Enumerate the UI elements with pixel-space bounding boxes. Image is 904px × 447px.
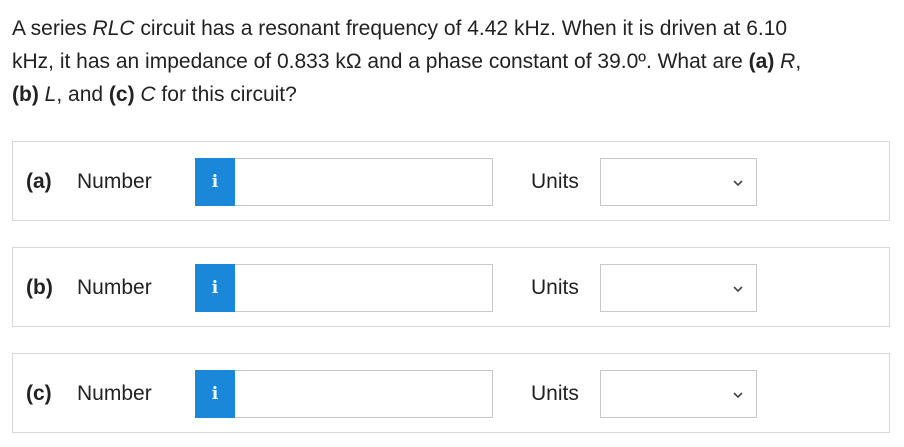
question-var-l: L: [44, 83, 57, 106]
answer-row-c: [12, 353, 890, 433]
part-label-a: (a): [26, 170, 52, 193]
units-select-b[interactable]: [600, 264, 757, 312]
question-line2-pre: kHz, it has an impedance of 0.833 kΩ and a phase constant of 39.0º. What are: [12, 50, 749, 73]
question-line3-post: for this circuit?: [155, 83, 297, 106]
question-line1-post: circuit has a resonant frequency of 4.42 kHz. When it is driven at 6.10: [134, 17, 788, 40]
number-input-a[interactable]: [235, 158, 493, 206]
info-icon[interactable]: i: [195, 158, 235, 206]
number-input-b[interactable]: [235, 264, 493, 312]
units-label-b: Units: [531, 276, 579, 299]
info-icon[interactable]: i: [195, 370, 235, 418]
question-text: [12, 12, 892, 111]
answer-row-a: [12, 141, 890, 221]
chevron-down-icon: [732, 283, 744, 295]
question-line2-end: ,: [795, 50, 802, 73]
question-var-c: C: [140, 83, 156, 106]
question-part-c-ref: (c): [108, 83, 135, 106]
units-label-a: Units: [531, 170, 579, 193]
part-label-c: (c): [26, 382, 52, 405]
question-rlc: RLC: [92, 17, 135, 40]
number-label-a: Number: [77, 170, 152, 193]
units-select-a[interactable]: [600, 158, 757, 206]
chevron-down-icon: [732, 177, 744, 189]
number-label-b: Number: [77, 276, 152, 299]
units-label-c: Units: [531, 382, 579, 405]
question-part-a-ref: (a): [748, 50, 775, 73]
number-input-c[interactable]: [235, 370, 493, 418]
number-label-c: Number: [77, 382, 152, 405]
question-line3-and: , and: [56, 83, 109, 106]
chevron-down-icon: [732, 389, 744, 401]
info-icon[interactable]: i: [195, 264, 235, 312]
question-line1-pre: A series: [12, 17, 93, 40]
question-part-b-ref: (b): [12, 83, 39, 106]
units-select-c[interactable]: [600, 370, 757, 418]
question-var-r: R: [780, 50, 796, 73]
answer-row-b: [12, 247, 890, 327]
part-label-b: (b): [26, 276, 53, 299]
